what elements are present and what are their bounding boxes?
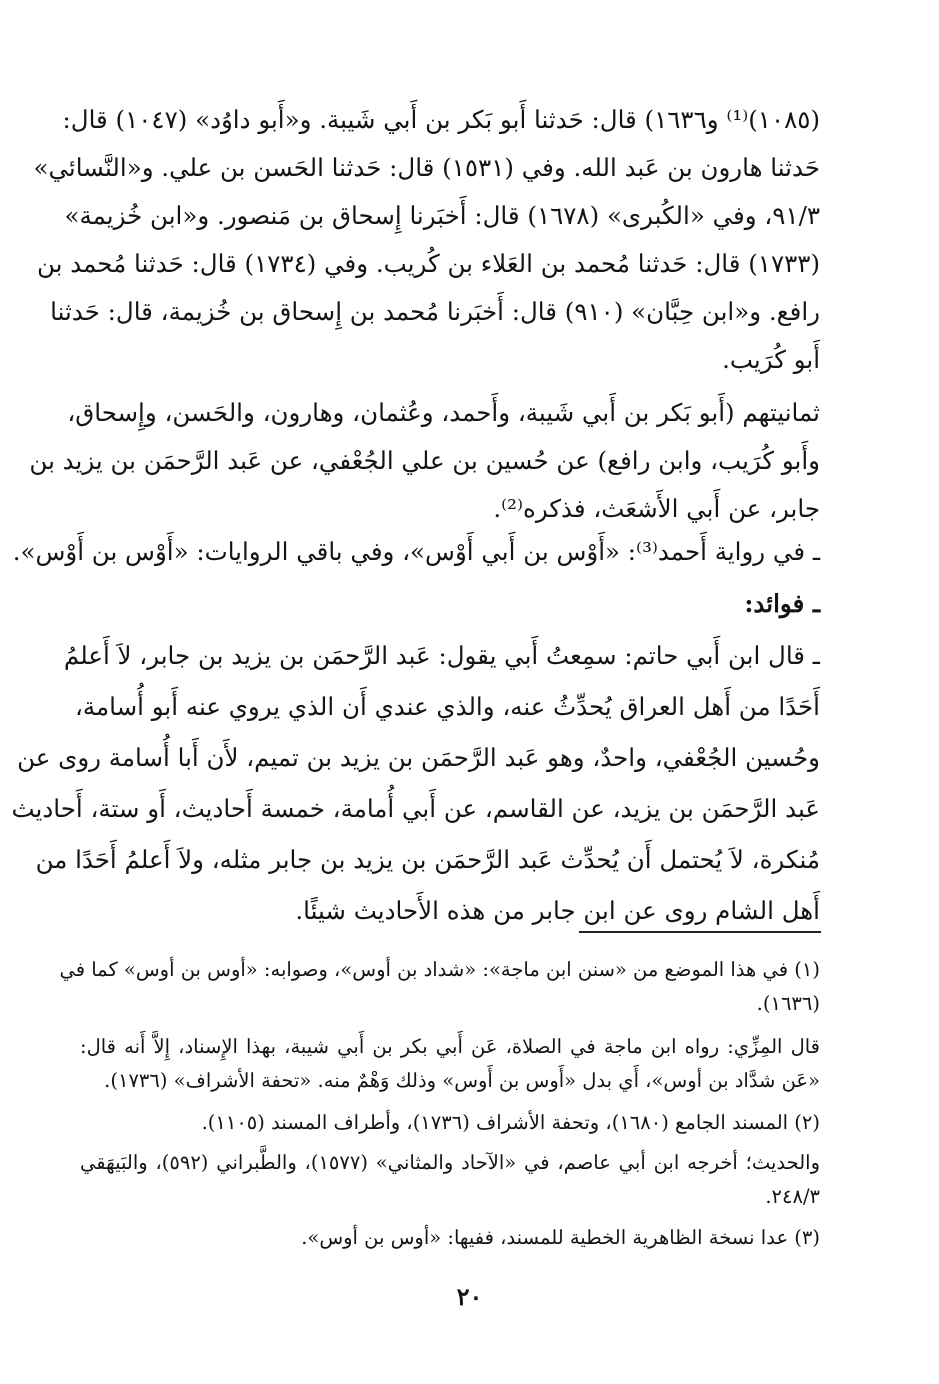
text-line: ـ قال ابن أَبي حاتم: سمِعتُ أَبي يقول: عَبد الرَّحمَن بن يزيد بن جابر، لاَ أَعلمُ bbox=[63, 641, 820, 670]
paragraph-ibn-abi-hatim bbox=[11, 630, 820, 936]
paragraph-chain-summary bbox=[29, 389, 820, 533]
footnote-line: (٣) عدا نسخة الظاهرية الخطية للمسند، ففيها: «أوس بن أوس». bbox=[301, 1226, 820, 1249]
paragraph-takhrij bbox=[33, 96, 820, 384]
footnote-line: (١) في هذا الموضع من «سنن ابن ماجة»: «شداد بن أوس»، وصوابه: «أوس بن أوس» كما في bbox=[59, 958, 820, 981]
text-line: عَبد الرَّحمَن بن يزيد، عن القاسم، عن أَبي أُمامة، خمسة أَحاديث، أَو ستة، أَحاديث bbox=[11, 794, 820, 823]
footnote-line: (١٦٣٦). bbox=[756, 992, 820, 1015]
section-heading-benefits bbox=[80, 580, 820, 628]
text-line: ٩١/٣، وفي «الكُبرى» (١٦٧٨) قال: أَخبَرنا إِسحاق بن مَنصور. و«ابن خُزيمة» bbox=[64, 201, 820, 230]
text-line: وأَبو كُرَيب، وابن رافع) عن حُسين بن علي الجُعْفي، عن عَبد الرَّحمَن بن يزيد بن bbox=[29, 446, 820, 475]
text-line: حَدثنا هارون بن عَبد الله. وفي (١٥٣١) قال: حَدثنا الحَسن بن علي. و«النَّسائي» bbox=[33, 153, 820, 182]
footnote-line: (٢) المسند الجامع (١٦٨٠)، وتحفة الأشراف (١٧٣٦)، وأطراف المسند (١١٠٥). bbox=[201, 1111, 820, 1134]
text-line: ـ في رواية أَحمد⁽³⁾: «أَوْس بن أَبي أَوْس»، وفي باقي الروايات: «أَوْس بن أَوْس». bbox=[12, 537, 820, 566]
text-line: أَبو كُرَيب. bbox=[722, 345, 820, 374]
footnote-line: والحديث؛ أخرجه ابن أبي عاصم، في «الآحاد والمثاني» (١٥٧٧)، والطَّبراني (٥٩٢)، والبَيهَقي bbox=[80, 1151, 821, 1174]
text-line: رافع. و«ابن حِبَّان» (٩١٠) قال: أَخبَرنا مُحمد بن إِسحاق بن خُزيمة، قال: حَدثنا bbox=[50, 297, 820, 326]
footnote-line: ٢٤٨/٣. bbox=[765, 1185, 820, 1208]
footnote-line: قال المِزِّي: رواه ابن ماجة في الصلاة، عَن أَبي بكر بن أَبي شيبة، بهذا الإِسناد، إِلاَّ أَنه قال: bbox=[80, 1035, 820, 1058]
footnote-1-continued bbox=[80, 1030, 820, 1098]
text-line: (١٧٣٣) قال: حَدثنا مُحمد بن العَلاء بن كُريب. وفي (١٧٣٤) قال: حَدثنا مُحمد بن bbox=[37, 249, 820, 278]
footnote-1 bbox=[59, 953, 820, 1021]
footnote-separator bbox=[579, 931, 821, 933]
footnote-2 bbox=[80, 1106, 820, 1140]
paragraph-narration-note bbox=[12, 528, 820, 576]
heading-text: ـ فوائد: bbox=[744, 589, 820, 618]
text-line: وحُسين الجُعْفي، واحدٌ، وهو عَبد الرَّحمَن بن يزيد بن تميم، لأَن أَبا أُسامة روى عن bbox=[17, 743, 820, 772]
text-line: أَحَدًا من أَهل العراق يُحدِّثُ عنه، والذي عندي أَن الذي يروي عنه أَبو أُسامة، bbox=[75, 692, 820, 721]
footnote-2-continued bbox=[80, 1146, 820, 1214]
text-line: جابر، عن أَبي الأَشعَث، فذكره⁽²⁾. bbox=[493, 494, 820, 523]
footnote-3 bbox=[80, 1221, 820, 1255]
page-number: ٢٠ bbox=[456, 1282, 483, 1311]
text-line: أَهل الشام روى عن ابن جابر من هذه الأَحاديث شيئًا. bbox=[295, 896, 820, 925]
text-line: (١٠٨٥)⁽¹⁾ و١٦٣٦) قال: حَدثنا أَبو بَكر بن أَبي شَيبة. و«أَبو داوُد» (١٠٤٧) قال: bbox=[62, 105, 820, 134]
text-line: ثمانيتهم (أَبو بَكر بن أَبي شَيبة، وأَحمد، وعُثمان، وهارون، والحَسن، وإِسحاق، bbox=[67, 398, 820, 427]
footnote-line: «عَن شدَّاد بن أوس»، أَي بدل «أَوس بن أَوس» وذلك وَهْمٌ منه. «تحفة الأشراف» (١٧٣٦). bbox=[104, 1069, 820, 1092]
text-line: مُنكرة، لاَ يُحتمل أَن يُحدِّث عَبد الرَّحمَن بن يزيد بن جابر مثله، ولاَ أَعلمُ أَحَدًا من bbox=[35, 845, 820, 874]
